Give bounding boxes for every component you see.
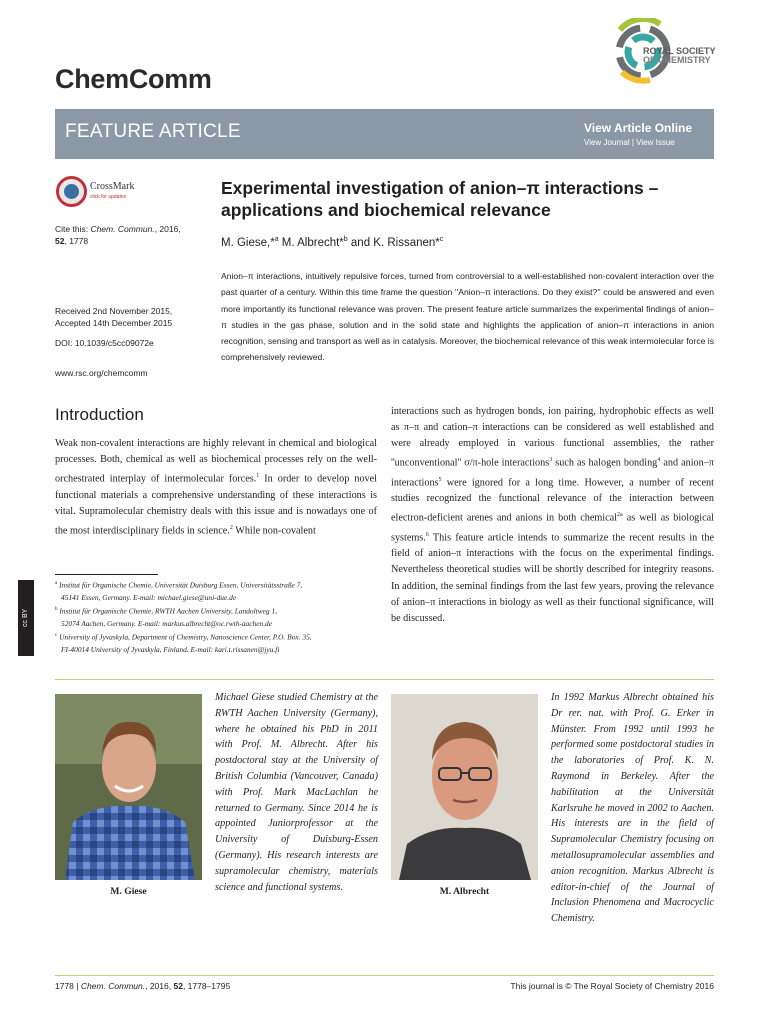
ref-sup[interactable]: 1 xyxy=(256,473,260,480)
cite-pages: , 1778 xyxy=(64,236,89,246)
cc-license-icon[interactable]: cc BY xyxy=(22,608,29,628)
intro-text: such as halogen bonding xyxy=(552,457,658,469)
affiliation-b xyxy=(55,604,377,618)
author-affil-c: c xyxy=(439,236,444,243)
affiliations xyxy=(55,578,377,656)
view-journal-issue-links[interactable]: View Journal | View Issue xyxy=(584,138,675,147)
received-date: Received 2nd November 2015, xyxy=(55,306,173,316)
intro-text: and anion–π interactions xyxy=(391,457,714,489)
giese-bio: Michael Giese studied Chemistry at the RWTH Aachen University (Germany), where he obtained his PhD in 2011 with Prof. M. Albrecht. After his postdoctoral stay at the University of British Columbia (Vancouver, Canada) with Prof. Mark MacLachlan he returned to Germany. Since 2014 he is appointed Juniorprofessor at the University of Duisburg-Essen (Germany). His research interests are supramolecular chemistry, materials science and functional systems. xyxy=(215,692,378,893)
cite-journal: Chem. Commun. xyxy=(90,224,155,234)
ref-sup[interactable]: 2 xyxy=(229,524,233,531)
affil-text: Institut für Organische Chemie, Universität Duisburg Essen, Universitätsstraße 7, xyxy=(57,580,303,590)
affil-mark: c xyxy=(55,633,58,639)
affiliation-a xyxy=(55,578,377,592)
footer-copyright: This journal is © The Royal Society of Chemistry 2016 xyxy=(510,981,714,991)
cite-prefix: Cite this: xyxy=(55,224,91,234)
intro-text: interactions such as hydrogen bonds, ion pairing, hydrophobic effects as well as π–π and cation–π interactions can be considered as well established and were already employed in various functional assemblies, the rather ''unconventional'' σ/π-hole interactions xyxy=(391,406,714,469)
intro-text: as well as biological systems. xyxy=(391,512,714,544)
cite-volume: 52 xyxy=(55,236,65,246)
affil-mark: a xyxy=(55,581,58,586)
intro-text: Weak non-covalent interactions are highly relevant in chemical and biological processes. Both, chemical as well as biochemical processes rely on the well-orchestrated interplay of intermolecular forces. xyxy=(55,438,377,485)
author-affil-a: a xyxy=(274,236,279,243)
journal-name: ChemComm xyxy=(55,64,212,94)
intro-text: In order to develop novel functional materials a comprehensive understanding of these interactions is vital. Supramolecular chemistry deals with this issue and is nowadays one of the most interdisciplinary fields in science. xyxy=(55,473,377,537)
footer-rule xyxy=(55,975,714,976)
affiliation-c xyxy=(55,630,377,644)
intro-text: While non-covalent xyxy=(232,525,316,537)
author-rissanen: and K. Rissanen* xyxy=(347,236,440,249)
crossmark-sub[interactable]: click for updates xyxy=(90,194,127,200)
intro-text: were ignored for a long time. However, a number of recent studies recognized the functional relevance of the interaction between electron-deficient arenes and anions in both chemical xyxy=(391,477,714,524)
affiliation-c-cont: FI-40014 University of Jyvaskyla, Finland. E-mail: kari.t.rissanen@jyu.fi xyxy=(61,644,280,654)
dates-info xyxy=(55,305,210,329)
ref-sup[interactable]: 6 xyxy=(425,531,429,538)
journal-url[interactable]: www.rsc.org/chemcomm xyxy=(55,368,148,378)
affil-text: University of Jyvaskyla, Department of Chemistry, Nanoscience Center, P.O. Box. 35, xyxy=(57,632,312,642)
author-list xyxy=(221,236,443,249)
footer-journal: Chem. Commun. xyxy=(80,981,146,991)
accepted-date: Accepted 14th December 2015 xyxy=(55,318,173,328)
intro-text: This feature article intends to summarize the recent results in the field of anion–π interactions with the focus on the experimental findings. Nevertheless theoretical studies will be shortly described for integrity reasons. In addition, the seminal findings from the last few years, proving the relevance of anion–π interactions in biology as well as their functional significance, will be discussed. xyxy=(391,532,714,624)
footer-pages: , 1778–1795 xyxy=(182,981,231,991)
albrecht-caption: M. Albrecht xyxy=(439,886,490,897)
author-albrecht: M. Albrecht* xyxy=(278,236,344,249)
bio-rule xyxy=(55,679,714,680)
footer-sep: | xyxy=(73,981,81,991)
giese-photo xyxy=(55,694,202,880)
albrecht-portrait-icon xyxy=(391,694,538,880)
publisher-line-2: OF CHEMISTRY xyxy=(643,55,711,65)
publisher-name xyxy=(643,47,716,65)
albrecht-photo xyxy=(391,694,538,880)
citation-info xyxy=(55,223,210,247)
footer-citation xyxy=(55,981,230,991)
affil-text: Institut für Organische Chemie, RWTH Aachen University, Landoltweg 1, xyxy=(57,606,278,616)
footer-volume: 52 xyxy=(173,981,183,991)
ref-sup[interactable]: 5 xyxy=(438,476,442,483)
intro-column-right xyxy=(391,404,714,627)
affil-mark: b xyxy=(55,607,58,613)
page-number: 1778 xyxy=(55,981,74,991)
publisher-line-1: ROYAL SOCIETY xyxy=(643,46,716,56)
view-article-online-link[interactable]: View Article Online xyxy=(584,121,693,135)
author-giese: M. Giese,* xyxy=(221,236,275,249)
article-title: Experimental investigation of anion–π interactions – applications and biochemical relevance xyxy=(221,178,659,220)
footnote-rule xyxy=(55,574,158,575)
affiliation-b-cont: 52074 Aachen, Germany. E-mail: markus.albrecht@oc.rwth-aachen.de xyxy=(61,618,273,628)
ref-sup[interactable]: 3 xyxy=(549,457,553,464)
crossmark-inner-icon xyxy=(64,184,79,199)
author-affil-b: b xyxy=(343,236,348,243)
footer-year: , 2016, xyxy=(145,981,174,991)
giese-portrait-icon xyxy=(55,694,202,880)
ref-sup[interactable]: 2a xyxy=(617,512,623,519)
albrecht-bio: In 1992 Markus Albrecht obtained his Dr rer. nat. with Prof. G. Erker in Münster. From 1992 until 1993 he performed some postdoctoral studies in the laboratories of Prof. K. N. Raymond in Berkeley. After the habilitation at the Universität Karlsruhe he moved in 2002 to Aachen. His interests are in the field of Supramolecular Chemistry focusing on metallosupramolecular assemblies and anion recognition. Markus Albrecht is editor-in-chief of the Journal of Inclusion Phenomena and Macrocyclic Chemistry. xyxy=(551,692,714,925)
cite-year: , 2016, xyxy=(154,224,181,234)
banner-title: FEATURE ARTICLE xyxy=(65,121,241,142)
giese-caption: M. Giese xyxy=(110,886,147,897)
intro-column-left xyxy=(55,436,377,539)
doi[interactable]: DOI: 10.1039/c5cc09072e xyxy=(55,338,154,348)
crossmark-label[interactable]: CrossMark xyxy=(90,181,135,192)
affiliation-a-cont: 45141 Essen, Germany. E-mail: michael.giese@uni-due.de xyxy=(61,592,237,602)
abstract: Anion–π interactions, intuitively repulsive forces, turned from controversial to a well-established non-covalent interaction over the past quarter of a century. Within this time frame the question ''Anion–π interactions. Do they exist?'' could be answered and even more importantly its functional relevance was proven. The present feature article summarizes the experimental findings of anion–π studies in the gas phase, solution and in the solid state and highlights the application of anion–π interactions in anion recognition, sensing and transport as well as in catalysis. Moreover, the biochemical relevance of this weak intermolecular force is comprehensively reviewed. xyxy=(221,271,714,363)
ref-sup[interactable]: 4 xyxy=(657,457,661,464)
intro-heading: Introduction xyxy=(55,405,144,424)
